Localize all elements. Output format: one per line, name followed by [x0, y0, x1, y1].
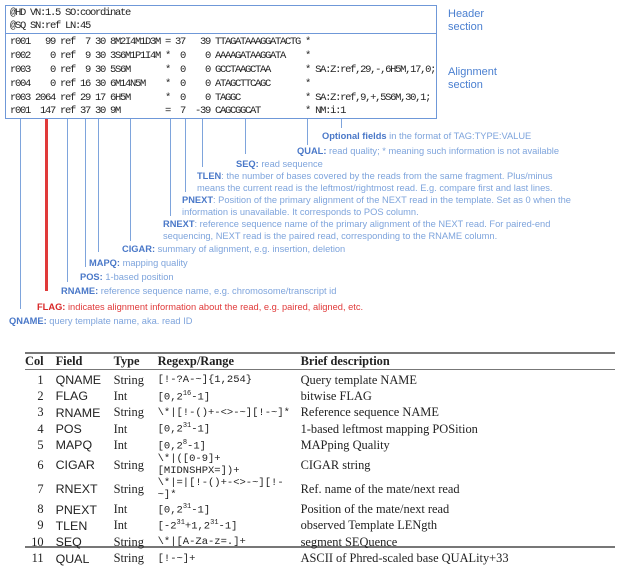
field-regexp — [158, 518, 301, 534]
qname-annotation: QNAME: query template name, aka. read ID — [9, 316, 193, 326]
field-description: ASCII of Phred-scaled base QUALity+33 — [300, 551, 509, 566]
table-body — [25, 372, 615, 567]
regexp-text: [!-~]+ — [157, 552, 196, 565]
table-row — [25, 534, 615, 550]
field-name: QNAME — [55, 373, 102, 388]
col-number: 5 — [37, 437, 44, 452]
field-name: TLEN — [55, 518, 88, 533]
cigar-connector — [130, 119, 131, 241]
regexp-text: [0,2 — [157, 391, 183, 404]
tlen-annotation: TLEN: the number of bases covered by the reads from the same fragment. Plus/minus means the current read is the leftmost/rightmost read. E.g. compare first and last lines. — [197, 171, 553, 193]
alignment-section-box — [5, 33, 437, 119]
header-section-box — [5, 5, 437, 34]
field-type: String — [113, 405, 144, 420]
field-description: segment SEQuence — [300, 534, 398, 549]
table-row — [25, 501, 615, 517]
column-header: Brief description — [300, 354, 390, 368]
field-regexp — [158, 550, 301, 566]
col-number: 4 — [37, 421, 44, 436]
table-row — [25, 437, 615, 453]
regexp-exponent: 31 — [210, 519, 219, 528]
column-header: Field — [55, 354, 83, 368]
mapq-connector — [98, 119, 99, 252]
field-type: String — [113, 457, 144, 472]
qual-connector — [307, 119, 308, 145]
cigar-annotation: CIGAR: summary of alignment, e.g. insertion, deletion — [122, 244, 346, 254]
field-description: MAPping Quality — [300, 437, 390, 452]
regexp-text: \*|[!-()+-<>-~][!-~]* — [157, 406, 290, 419]
regexp-text: \*|([0-9]+[MIDNSHPX=])+ — [157, 453, 240, 478]
field-description: Position of the mate/next read — [300, 502, 450, 517]
field-type: String — [113, 534, 144, 549]
alignment-line: r003 2064 ref 29 17 6H5M * 0 0 TAGGC * SA:Z:ref,9,+,5S6M,30,1; — [10, 92, 431, 104]
alignment-line: r002 0 ref 9 30 3S6M1P1I4M * 0 0 AAAAGATAAGGATA * — [10, 50, 311, 62]
qual-annotation: QUAL: read quality; * meaning such information is not available — [297, 146, 559, 156]
regexp-text: +1,2 — [184, 520, 211, 533]
field-type: Int — [113, 437, 128, 452]
field-type: Int — [113, 388, 128, 403]
field-type: String — [113, 481, 144, 496]
regexp-text: [0,2 — [157, 504, 183, 517]
field-name: PNEXT — [55, 502, 97, 517]
field-regexp — [158, 437, 301, 453]
col-number: 6 — [37, 457, 44, 472]
column-header: Col — [25, 354, 44, 368]
table-row — [25, 518, 615, 534]
mapq-annotation: MAPQ: mapping quality — [89, 258, 188, 268]
field-name: RNEXT — [55, 482, 98, 497]
field-description: Query template NAME — [300, 372, 417, 387]
regexp-text: \*|[A-Za-z=.]+ — [157, 536, 246, 549]
table-row — [25, 388, 615, 404]
regexp-text: [0,2 — [157, 440, 183, 453]
seq-annotation: SEQ: read sequence — [236, 159, 323, 169]
regexp-text: -1] — [187, 440, 206, 453]
regexp-exponent: 31 — [176, 519, 185, 528]
flag-connector — [45, 119, 48, 291]
field-description: 1-based leftmost mapping POSition — [300, 421, 478, 436]
seq-connector — [245, 119, 246, 154]
field-type: String — [113, 372, 144, 387]
field-description: observed Template LENgth — [300, 518, 438, 533]
field-name: RNAME — [55, 405, 101, 420]
col-number: 2 — [37, 388, 44, 403]
regexp-exponent: 16 — [182, 389, 192, 398]
field-name: CIGAR — [55, 458, 95, 473]
column-header: Type — [113, 354, 140, 368]
table-header-row — [25, 354, 615, 372]
regexp-text: [-2 — [157, 520, 177, 533]
col-number: 8 — [37, 502, 44, 517]
field-name: SEQ — [55, 535, 82, 550]
pnext-annotation: PNEXT: Position of the primary alignment of the NEXT read in the template. Set as 0 when the information is unavailable. It corresponds to POS column. — [182, 195, 571, 217]
rname-annotation: RNAME: reference sequence name, e.g. chromosome/transcript id — [61, 286, 337, 296]
alignment-line: r003 0 ref 9 30 5S6M * 0 0 GCCTAAGCTAA * SA:Z:ref,29,-,6H5M,17,0; — [10, 64, 436, 76]
regexp-exponent: 31 — [182, 422, 192, 431]
field-regexp — [158, 405, 301, 421]
regexp-text: -1] — [191, 504, 211, 517]
table-row — [25, 372, 615, 388]
field-regexp — [158, 421, 301, 437]
field-regexp — [158, 372, 301, 388]
alignment-section-label: Alignment section — [448, 66, 497, 91]
field-name: POS — [55, 422, 82, 437]
regexp-text: -1] — [218, 520, 238, 533]
field-regexp — [158, 501, 301, 517]
table-row — [25, 453, 615, 477]
table-row — [25, 405, 615, 421]
col-number: 1 — [37, 372, 44, 387]
field-regexp — [158, 534, 301, 550]
optional-fields-annotation: Optional fields in the format of TAG:TYPE:VALUE — [322, 131, 532, 141]
header-line: @SQ SN:ref LN:45 — [10, 20, 91, 32]
col-number: 7 — [37, 481, 44, 496]
field-regexp — [158, 453, 301, 477]
table-row — [25, 477, 615, 501]
pnext-connector — [185, 119, 186, 192]
regexp-exponent: 31 — [182, 502, 192, 511]
sam-fields-table — [25, 354, 615, 567]
field-type: String — [113, 551, 144, 566]
rnext-annotation: RNEXT: reference sequence name of the primary alignment of the NEXT read. For paired-end sequencing, NEXT read is the paired read, corresponding to the RNAME column. — [163, 219, 551, 241]
col-number: 10 — [31, 534, 44, 549]
regexp-text: [!-?A-~]{1,254} — [157, 374, 253, 387]
field-type: Int — [113, 502, 128, 517]
field-description: bitwise FLAG — [300, 388, 372, 403]
field-type: Int — [113, 518, 128, 533]
field-name: QUAL — [55, 551, 90, 566]
regexp-exponent: 8 — [182, 438, 188, 447]
regexp-text: -1] — [191, 423, 211, 436]
alignment-line: r004 0 ref 16 30 6M14N5M * 0 0 ATAGCTTCAGC * — [10, 78, 311, 90]
rname-connector — [67, 119, 68, 282]
flag-annotation: FLAG: indicates alignment information about the read, e.g. paired, aligned, etc. — [37, 302, 364, 312]
pos-annotation: POS: 1-based position — [80, 272, 174, 282]
table-row — [25, 550, 615, 566]
table-row — [25, 421, 615, 437]
rnext-connector — [170, 119, 171, 216]
field-type: Int — [113, 421, 128, 436]
column-header: Regexp/Range — [157, 354, 234, 368]
optional-connector — [341, 119, 342, 128]
field-name: FLAG — [55, 389, 88, 404]
col-number: 11 — [31, 551, 44, 566]
qname-connector — [20, 119, 21, 309]
pos-connector — [85, 119, 86, 267]
alignment-line: r001 99 ref 7 30 8M2I4M1D3M = 37 39 TTAGATAAAGGATACTG * — [10, 36, 311, 48]
field-description: CIGAR string — [300, 457, 371, 472]
field-regexp — [158, 388, 301, 404]
alignment-line: r001 147 ref 37 30 9M = 7 -39 CAGCGGCAT * NM:i:1 — [10, 105, 346, 117]
regexp-text: -1] — [191, 391, 211, 404]
field-description: Reference sequence NAME — [300, 405, 439, 420]
field-name: MAPQ — [55, 438, 93, 453]
tlen-connector — [202, 119, 203, 167]
regexp-text: [0,2 — [157, 423, 183, 436]
regexp-text: \*|=|[!-()+-<>-~][!-~]* — [157, 477, 284, 502]
col-number: 3 — [37, 405, 44, 420]
header-section-label: Header section — [448, 8, 485, 33]
field-regexp — [158, 477, 301, 501]
field-description: Ref. name of the mate/next read — [300, 481, 460, 496]
col-number: 9 — [37, 518, 44, 533]
header-line: @HD VN:1.5 SO:coordinate — [10, 7, 131, 19]
